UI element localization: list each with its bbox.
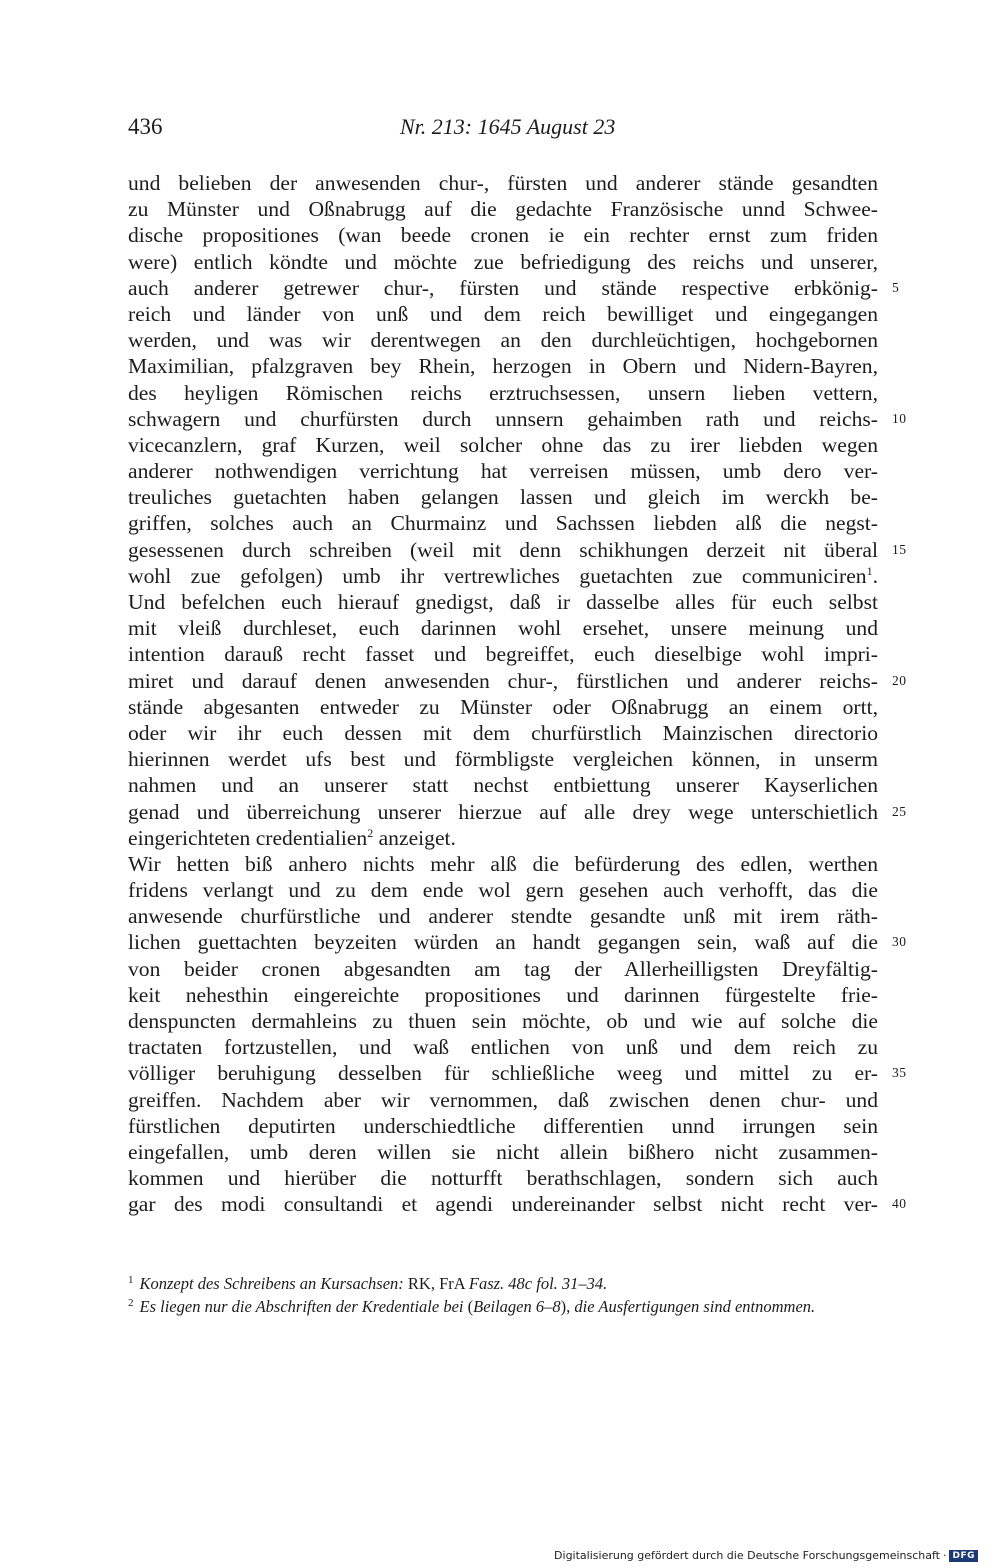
text-line: griffen, solches auch an Churmainz und Sachssen liebden alß die negst-	[128, 511, 878, 536]
line-number: 35	[892, 1065, 907, 1081]
text-line: werden, und was wir derentwegen an den durchleüchtigen, hochgebornen	[128, 328, 878, 353]
text-line: dische propositiones (wan beede cronen ie ein rechter ernst zum friden	[128, 223, 878, 248]
text-line: miret und darauf denen anwesenden chur-, fürstlichen und anderer reichs- 20	[128, 668, 907, 693]
footnote-ref[interactable]: 1	[866, 563, 873, 578]
footnote-mark: 2	[128, 1296, 134, 1309]
text-line: Wir hetten biß anhero nichts mehr alß die befürderung des edlen, werthen	[128, 851, 878, 876]
text-line: eingerichteten credentialien$^2$ anzeiget.	[128, 825, 456, 850]
text-line: Maximilian, pfalzgraven bey Rhein, herzogen in Obern und Nidern-Bayren,	[128, 354, 878, 379]
line-number: 15	[892, 541, 907, 557]
text-line: lichen guettachten beyzeiten würden an handt gegangen sein, waß auf die 30	[128, 930, 907, 955]
text-line: anwesende churfürstliche und anderer stendte gesandte unß mit irem räth-	[128, 904, 878, 929]
page-number: 436	[128, 114, 163, 139]
text-line: wohl zue gefolgen) umb ihr vertrewliches guetachten zue communiciren$^1$.	[128, 563, 878, 588]
text-line: zu Münster und Oßnabrugg auf die gedachte Französische unnd Schwee-	[128, 197, 878, 222]
text-line: genad und überreichung unserer hierzue auf alle drey wege unterschietlich 25	[128, 799, 907, 824]
main-text	[128, 170, 907, 1218]
digitization-credit: Digitalisierung gefördert durch die Deutsche Forschungsgemeinschaft · DFG	[554, 1549, 978, 1562]
credit-text: Digitalisierung gefördert durch die Deutsche Forschungsgemeinschaft	[554, 1549, 940, 1562]
text-line: denspuncten dermahleins zu thuen sein möchte, ob und wie auf solche die	[128, 1009, 878, 1033]
text-line: greiffen. Nachdem aber wir vernommen, daß zwischen denen chur- und	[128, 1087, 878, 1112]
line-number: 25	[892, 803, 907, 819]
text-line: nahmen und an unserer statt nechst entbiettung unserer Kayserlichen	[128, 773, 878, 798]
footnotes	[128, 1272, 878, 1318]
text-line: were) entlich köndte und möchte zue befriedigung des reichs und unserer,	[128, 249, 878, 274]
line-number: 5	[892, 279, 900, 295]
line-number: 30	[892, 934, 907, 950]
text-line: stände abgesanten entweder zu Münster oder Oßnabrugg an einem ortt,	[128, 694, 878, 719]
footnote-mark: 1	[128, 1273, 134, 1286]
text-line: treuliches guetachten haben gelangen lassen und gleich im werckh be-	[128, 485, 878, 510]
text-line: völliger beruhigung desselben für schließliche weeg und mittel zu er- 35	[128, 1061, 907, 1086]
footnote-1: $^1$ Konzept des Schreibens an Kursachsen: RK, FrA Fasz. 48c fol. 31–34.	[128, 1273, 608, 1293]
line-number: 20	[892, 672, 907, 688]
line-number: 10	[892, 410, 907, 426]
text-line: gar des modi consultandi et agendi undereinander selbst nicht recht ver- 40	[128, 1192, 907, 1217]
text-line: Und befelchen euch hierauf gnedigst, daß ir dasselbe alles für euch selbst	[128, 590, 878, 614]
text-line: anderer nothwendigen verrichtung hat verreisen müssen, umb dero ver-	[128, 459, 878, 484]
dfg-logo-icon: DFG	[949, 1550, 978, 1562]
footnote-2: $^2$ Es liegen nur die Abschriften der Kredentiale bei (Beilagen 6–8), die Ausfertigungen sind entnommen.	[128, 1296, 816, 1316]
text-line: mit vleiß durchleset, euch darinnen wohl ersehet, unsere meinung und	[128, 616, 878, 641]
text-line: oder wir ihr euch dessen mit dem churfürstlich Mainzischen directorio	[128, 720, 878, 745]
text-line: fridens verlangt und zu dem ende wol gern gesehen auch verhofft, das die	[128, 878, 878, 903]
running-head: Nr. 213: 1645 August 23	[400, 114, 616, 139]
text-line: schwagern und churfürsten durch unnsern gehaimben rath und reichs- 10	[128, 406, 907, 431]
text-line: auch anderer getrewer chur-, fürsten und stände respective erbkönig- 5	[128, 275, 900, 300]
text-line: vicecanzlern, graf Kurzen, weil solcher ohne das zu irer liebden wegen	[128, 432, 878, 457]
text-line: reich und länder von unß und dem reich bewilliget und eingegangen	[128, 301, 878, 326]
text-line: von beider cronen abgesandten am tag der Allerheilligsten Dreyfältig-	[128, 956, 878, 981]
text-line: und belieben der anwesenden chur-, fürsten und anderer stände gesandten	[128, 171, 878, 195]
footnote-ref[interactable]: 2	[367, 825, 374, 840]
line-number: 40	[892, 1196, 907, 1212]
text-line: des heyligen Römischen reichs erztruchsessen, unsern lieben vettern,	[128, 380, 878, 405]
text-line: gesessenen durch schreiben (weil mit denn schikhungen derzeit nit überal 15	[128, 537, 907, 562]
text-line: kommen und hierüber die notturfft berathschlagen, sondern sich auch	[128, 1166, 878, 1191]
text-line: fürstlichen deputirten underschiedtliche differentien unnd irrungen sein	[128, 1113, 878, 1138]
text-line: keit nehesthin eingereichte propositiones und darinnen fürgestelte frie-	[128, 982, 878, 1007]
text-line: tractaten fortzustellen, und waß entlichen von unß und dem reich zu	[128, 1035, 878, 1060]
text-line: hierinnen werdet ufs best und förmbligste vergleichen können, in unserm	[128, 747, 878, 772]
text-line: intention darauß recht fasset und begreiffet, euch dieselbige wohl impri-	[128, 642, 878, 667]
text-line: eingefallen, umb deren willen sie nicht allein bißhero nicht zusammen-	[128, 1139, 878, 1164]
